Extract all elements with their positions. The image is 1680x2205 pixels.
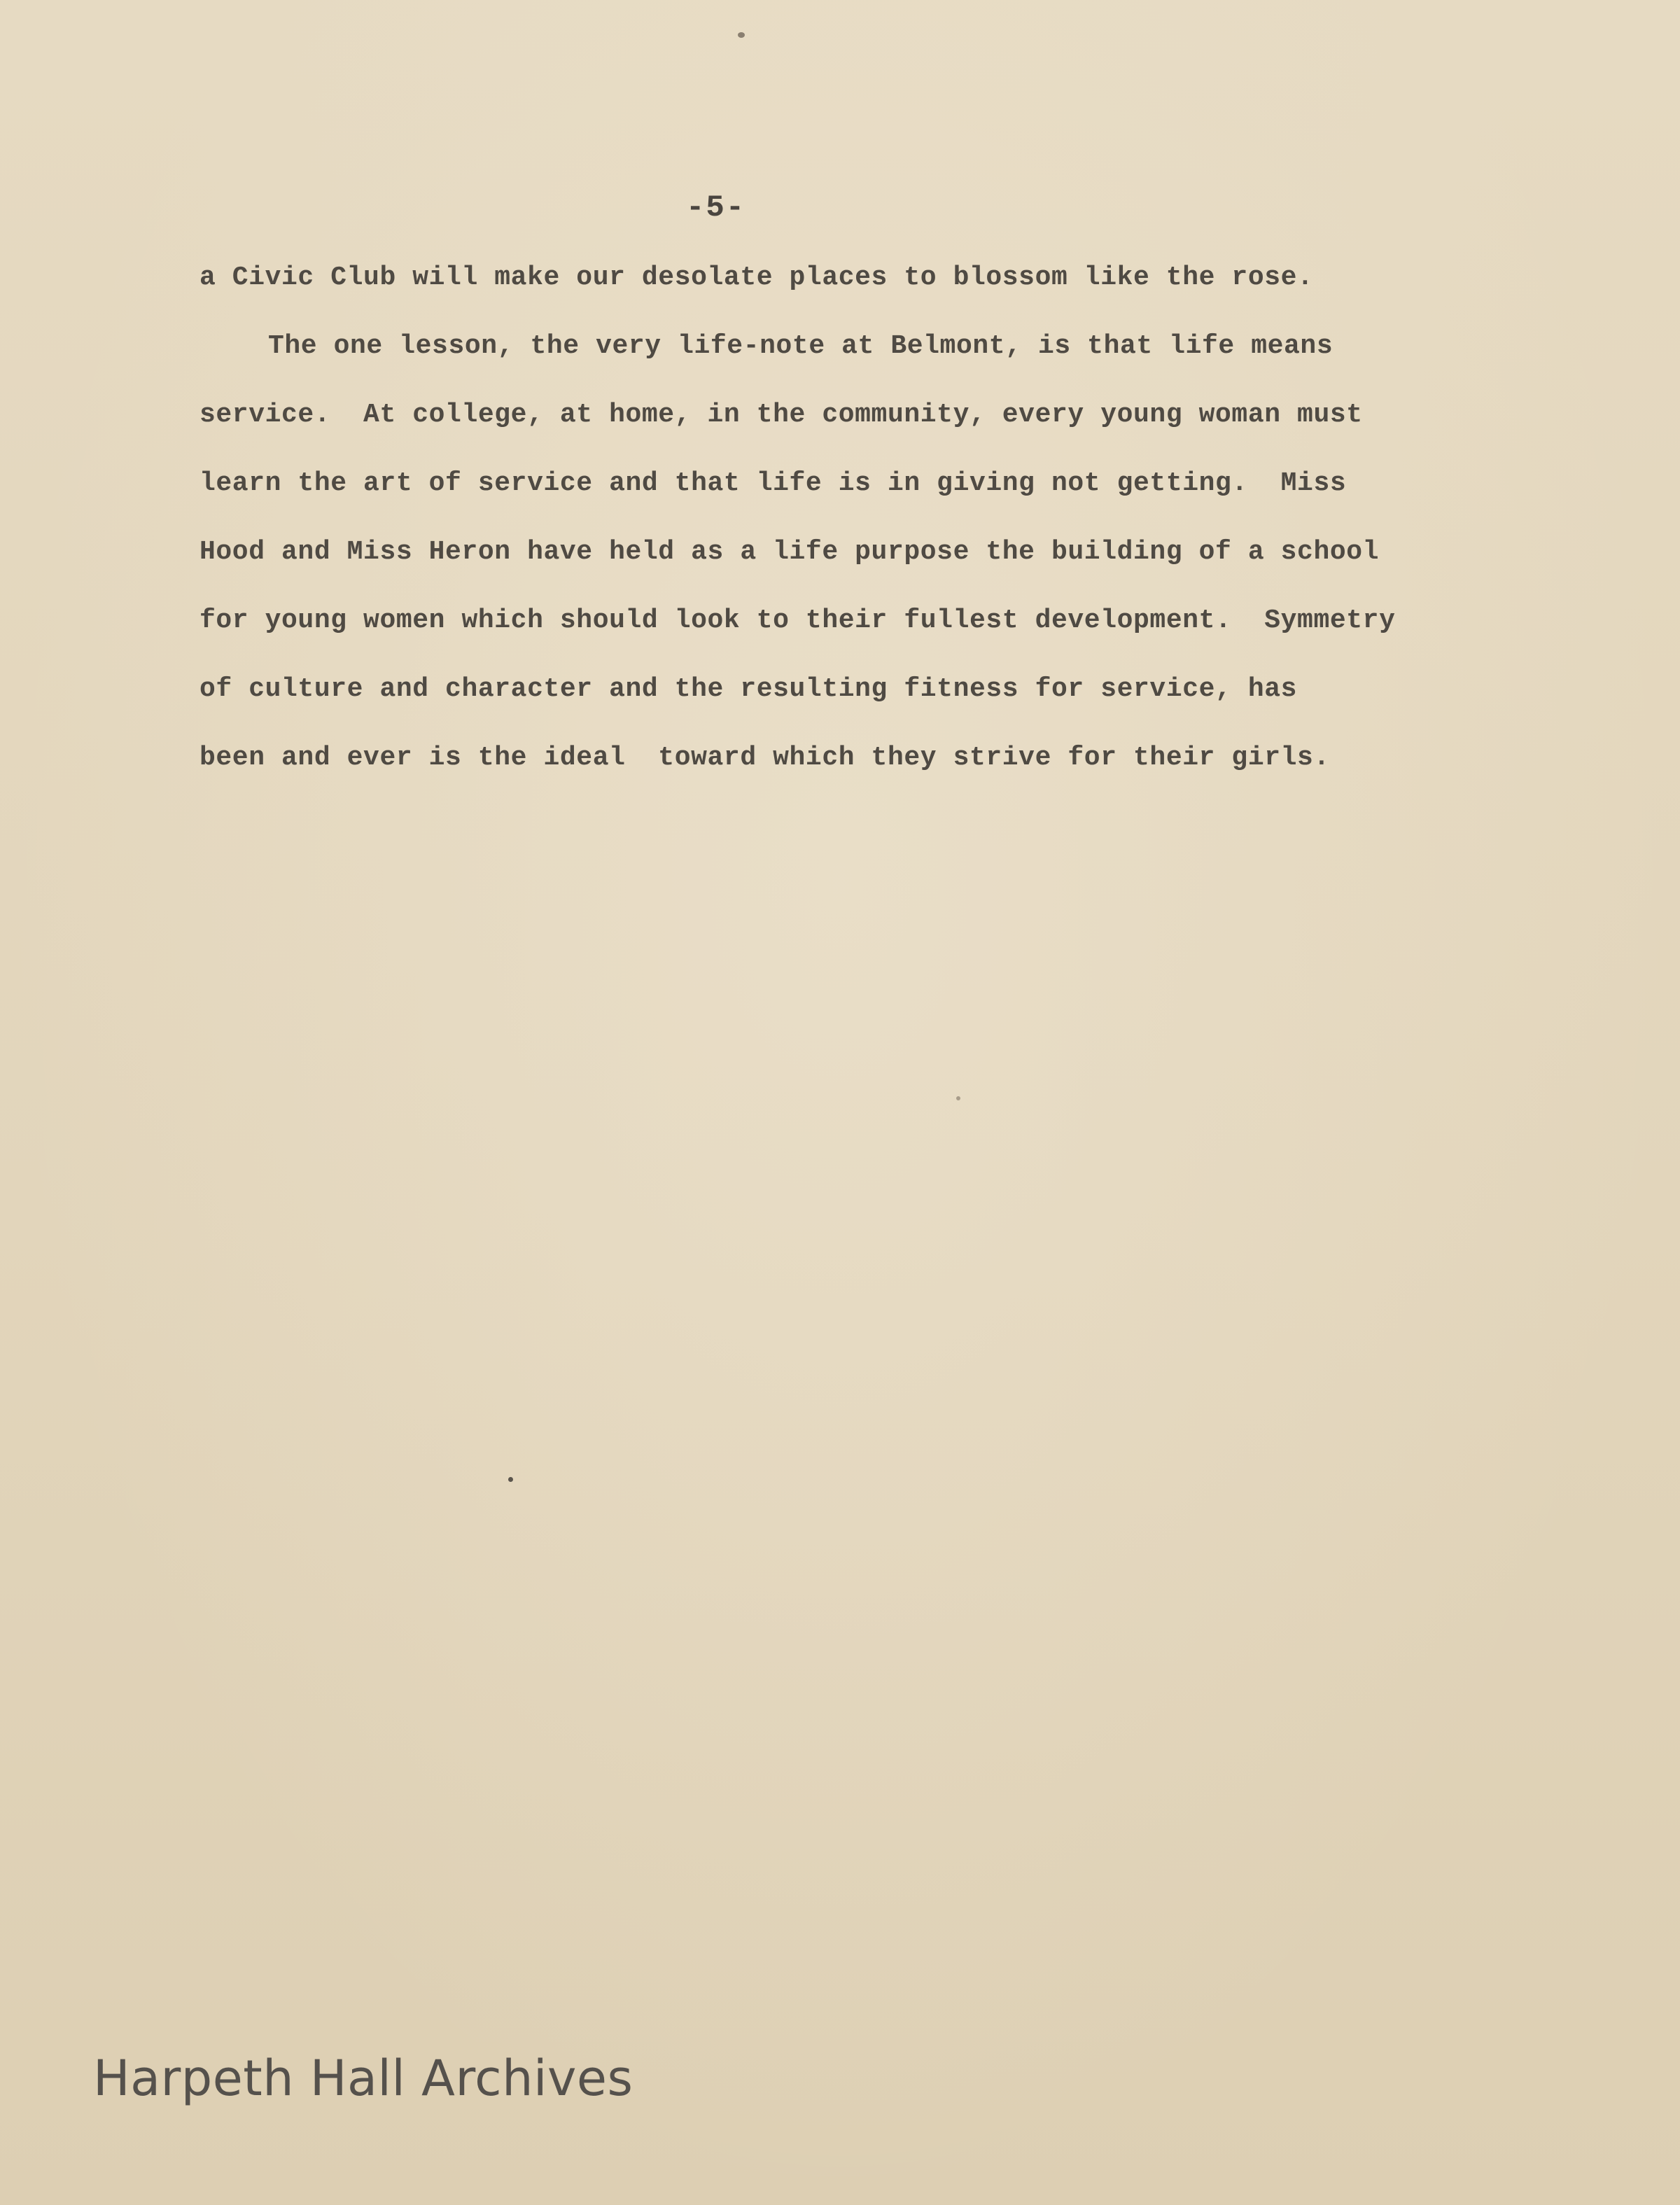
paper-speck — [956, 1096, 960, 1100]
page-number: -5- — [686, 190, 746, 225]
archive-watermark: Harpeth Hall Archives — [93, 2050, 634, 2107]
text-line: learn the art of service and that life is in giving not getting. Miss — [200, 468, 1347, 498]
text-line: a Civic Club will make our desolate places to blossom like the rose. — [200, 262, 1314, 293]
body-text — [200, 258, 1460, 806]
text-line: of culture and character and the resulting fitness for service, has — [200, 674, 1298, 704]
text-line: The one lesson, the very life-note at Belmont, is that life means — [268, 331, 1334, 361]
paper-speck — [508, 1477, 513, 1482]
text-line: for young women which should look to their fullest development. Symmetry — [200, 606, 1396, 636]
paper-speck — [738, 32, 745, 38]
text-line: service. At college, at home, in the community, every young woman must — [200, 400, 1363, 430]
text-line: Hood and Miss Heron have held as a life purpose the building of a school — [200, 537, 1380, 567]
text-line: been and ever is the ideal toward which they strive for their girls. — [200, 743, 1330, 773]
